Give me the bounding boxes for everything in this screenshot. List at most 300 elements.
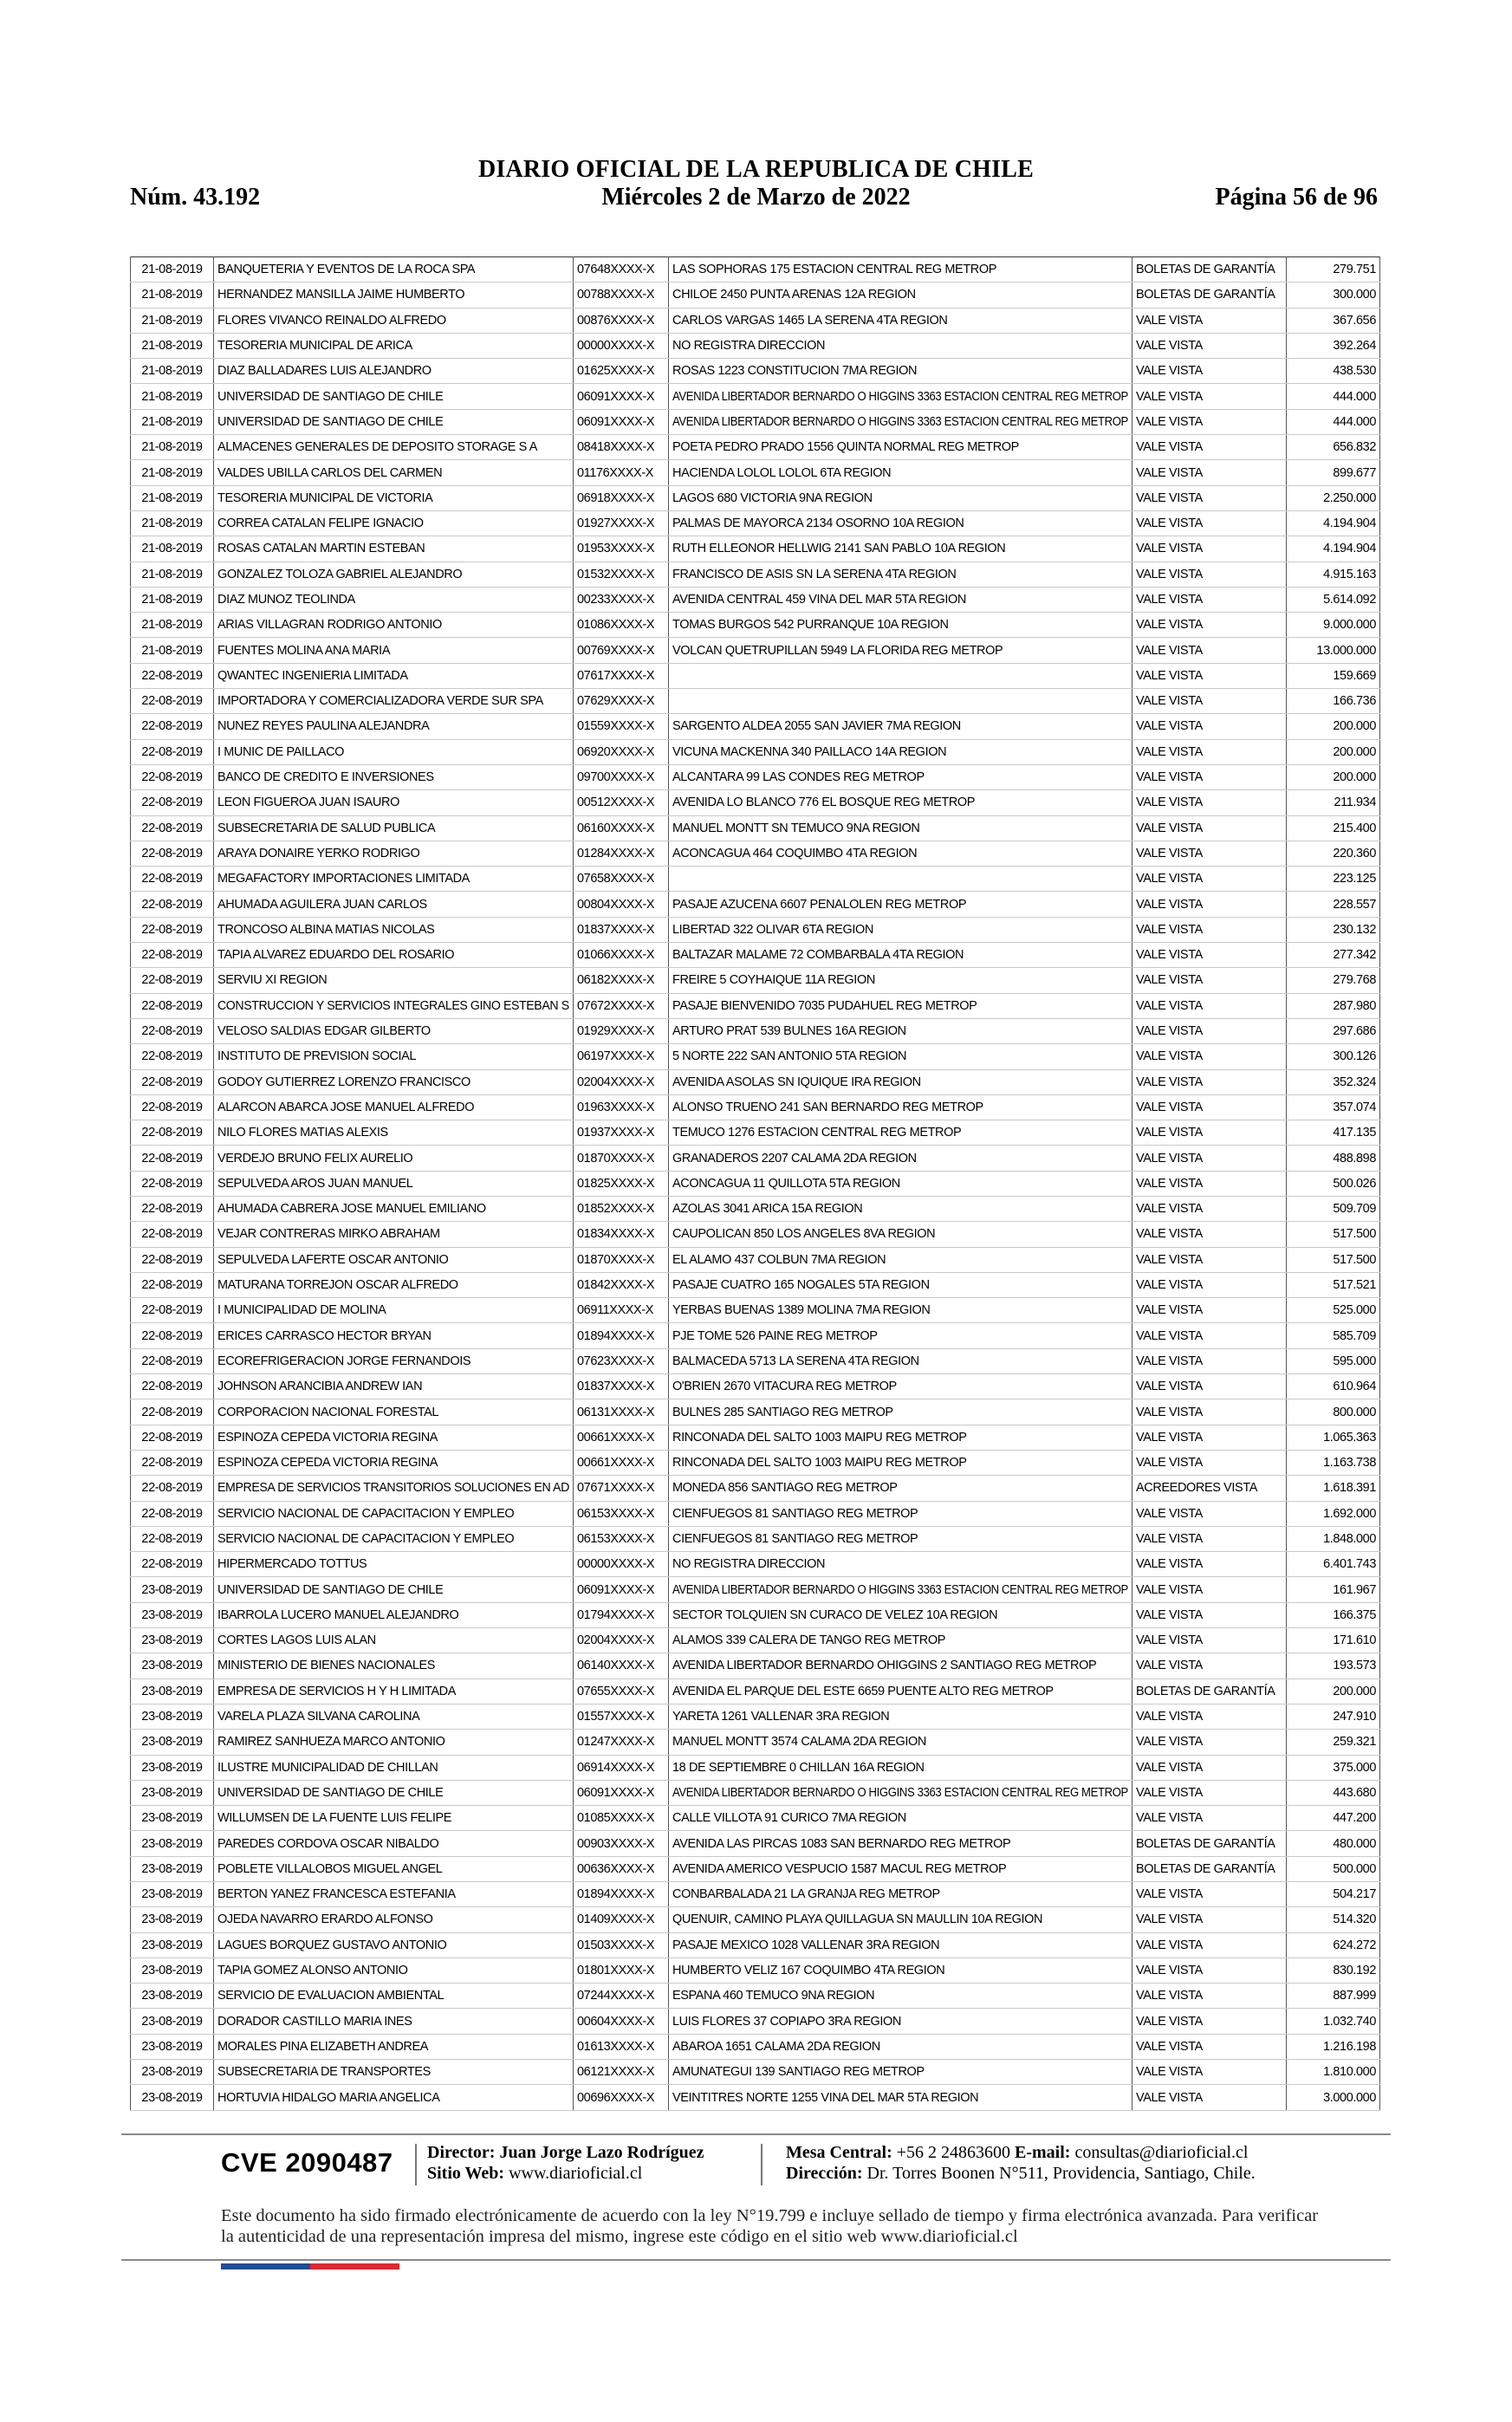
- table-row: [131, 1628, 1380, 1653]
- cell-rut: 01834XXXX-X: [574, 1222, 669, 1247]
- cell-date: 21-08-2019: [131, 384, 214, 409]
- table-row: [131, 1272, 1380, 1297]
- cell-date: 23-08-2019: [131, 1806, 214, 1831]
- cell-name: ARAYA DONAIRE YERKO RODRIGO: [214, 841, 574, 866]
- cell-address: RINCONADA DEL SALTO 1003 MAIPU REG METROP: [669, 1450, 1132, 1475]
- cell-type: VALE VISTA: [1132, 1907, 1287, 1932]
- table-row: [131, 1755, 1380, 1780]
- cell-amount: 1.618.391: [1287, 1476, 1380, 1501]
- cell-type: VALE VISTA: [1132, 1196, 1287, 1221]
- cell-name: DORADOR CASTILLO MARIA INES: [214, 2009, 574, 2034]
- cell-name: SERVICIO DE EVALUACION AMBIENTAL: [214, 1984, 574, 2009]
- cell-name: BANCO DE CREDITO E INVERSIONES: [214, 764, 574, 789]
- cell-rut: 00876XXXX-X: [574, 308, 669, 333]
- cell-type: VALE VISTA: [1132, 536, 1287, 562]
- cell-address: BULNES 285 SANTIAGO REG METROP: [669, 1399, 1132, 1425]
- cell-type: VALE VISTA: [1132, 308, 1287, 333]
- cell-address: O'BRIEN 2670 VITACURA REG METROP: [669, 1374, 1132, 1399]
- cell-date: 21-08-2019: [131, 562, 214, 587]
- cell-date: 22-08-2019: [131, 943, 214, 968]
- cell-name: JOHNSON ARANCIBIA ANDREW IAN: [214, 1374, 574, 1399]
- cell-rut: 00661XXXX-X: [574, 1425, 669, 1450]
- cell-amount: 500.026: [1287, 1171, 1380, 1196]
- cell-address: LIBERTAD 322 OLIVAR 6TA REGION: [669, 917, 1132, 942]
- cell-date: 21-08-2019: [131, 638, 214, 663]
- cell-date: 22-08-2019: [131, 1399, 214, 1425]
- cell-address: PASAJE MEXICO 1028 VALLENAR 3RA REGION: [669, 1932, 1132, 1958]
- cell-amount: 656.832: [1287, 435, 1380, 460]
- table-row: [131, 282, 1380, 308]
- cell-type: VALE VISTA: [1132, 1932, 1287, 1958]
- cell-address: CIENFUEGOS 81 SANTIAGO REG METROP: [669, 1526, 1132, 1551]
- cell-amount: 500.000: [1287, 1856, 1380, 1881]
- cell-type: VALE VISTA: [1132, 613, 1287, 638]
- cell-name: BANQUETERIA Y EVENTOS DE LA ROCA SPA: [214, 257, 574, 282]
- cell-type: VALE VISTA: [1132, 1120, 1287, 1146]
- cell-date: 21-08-2019: [131, 485, 214, 510]
- cell-amount: 300.126: [1287, 1044, 1380, 1069]
- cell-name: TRONCOSO ALBINA MATIAS NICOLAS: [214, 917, 574, 942]
- cell-name: LAGUES BORQUEZ GUSTAVO ANTONIO: [214, 1932, 574, 1958]
- table-row: [131, 1120, 1380, 1146]
- cell-address: PASAJE AZUCENA 6607 PENALOLEN REG METROP: [669, 892, 1132, 917]
- cell-type: VALE VISTA: [1132, 1348, 1287, 1373]
- cell-amount: 6.401.743: [1287, 1552, 1380, 1577]
- table-row: [131, 510, 1380, 536]
- cell-address: ABAROA 1651 CALAMA 2DA REGION: [669, 2034, 1132, 2059]
- cell-type: VALE VISTA: [1132, 1552, 1287, 1577]
- cell-name: VARELA PLAZA SILVANA CAROLINA: [214, 1704, 574, 1729]
- address-label: Dirección:: [786, 2164, 863, 2183]
- cell-date: 22-08-2019: [131, 1196, 214, 1221]
- cell-date: 22-08-2019: [131, 790, 214, 815]
- cell-rut: 02004XXXX-X: [574, 1069, 669, 1094]
- cell-type: VALE VISTA: [1132, 1780, 1287, 1805]
- cell-address: AVENIDA LIBERTADOR BERNARDO OHIGGINS 2 SANTIAGO REG METROP: [669, 1653, 1132, 1679]
- cell-amount: 171.610: [1287, 1628, 1380, 1653]
- cell-amount: 277.342: [1287, 943, 1380, 968]
- cell-type: VALE VISTA: [1132, 1146, 1287, 1171]
- cell-address: AMUNATEGUI 139 SANTIAGO REG METROP: [669, 2060, 1132, 2085]
- cell-rut: 07648XXXX-X: [574, 257, 669, 282]
- cell-name: HERNANDEZ MANSILLA JAIME HUMBERTO: [214, 282, 574, 308]
- cell-date: 23-08-2019: [131, 1602, 214, 1627]
- cell-rut: 06914XXXX-X: [574, 1755, 669, 1780]
- site-link[interactable]: www.diarioficial.cl: [509, 2164, 643, 2183]
- cell-amount: 2.250.000: [1287, 485, 1380, 510]
- cell-type: BOLETAS DE GARANTÍA: [1132, 282, 1287, 308]
- cell-rut: 00788XXXX-X: [574, 282, 669, 308]
- cell-type: VALE VISTA: [1132, 562, 1287, 587]
- cell-type: VALE VISTA: [1132, 1806, 1287, 1831]
- cell-type: VALE VISTA: [1132, 1272, 1287, 1297]
- cell-address: POETA PEDRO PRADO 1556 QUINTA NORMAL REG METROP: [669, 435, 1132, 460]
- cell-name: TESORERIA MUNICIPAL DE ARICA: [214, 333, 574, 358]
- table-row: [131, 613, 1380, 638]
- cell-amount: 223.125: [1287, 867, 1380, 892]
- table-row: [131, 1882, 1380, 1907]
- address-value: Dr. Torres Boonen N°511, Providencia, Santiago, Chile.: [866, 2164, 1256, 2183]
- cell-amount: 166.736: [1287, 689, 1380, 714]
- cell-type: VALE VISTA: [1132, 1958, 1287, 1983]
- cell-amount: 417.135: [1287, 1120, 1380, 1146]
- cell-address: TEMUCO 1276 ESTACION CENTRAL REG METROP: [669, 1120, 1132, 1146]
- table-row: [131, 1932, 1380, 1958]
- cell-rut: 06091XXXX-X: [574, 1577, 669, 1602]
- cell-rut: 01503XXXX-X: [574, 1932, 669, 1958]
- cell-amount: 159.669: [1287, 663, 1380, 688]
- cell-address: NO REGISTRA DIRECCION: [669, 1552, 1132, 1577]
- cell-name: I MUNIC DE PAILLACO: [214, 739, 574, 764]
- cell-amount: 447.200: [1287, 1806, 1380, 1831]
- cell-amount: 514.320: [1287, 1907, 1380, 1932]
- cell-name: ECOREFRIGERACION JORGE FERNANDOIS: [214, 1348, 574, 1373]
- cell-address: ROSAS 1223 CONSTITUCION 7MA REGION: [669, 359, 1132, 384]
- table-row: [131, 1831, 1380, 1856]
- cell-name: POBLETE VILLALOBOS MIGUEL ANGEL: [214, 1856, 574, 1881]
- cell-rut: 00000XXXX-X: [574, 333, 669, 358]
- table-row: [131, 739, 1380, 764]
- cell-date: 23-08-2019: [131, 2085, 214, 2110]
- cell-rut: 01086XXXX-X: [574, 613, 669, 638]
- cell-amount: 444.000: [1287, 409, 1380, 434]
- cell-address: SECTOR TOLQUIEN SN CURACO DE VELEZ 10A REGION: [669, 1602, 1132, 1627]
- cell-name: HORTUVIA HIDALGO MARIA ANGELICA: [214, 2085, 574, 2110]
- cell-rut: 07244XXXX-X: [574, 1984, 669, 2009]
- cell-address: ACONCAGUA 464 COQUIMBO 4TA REGION: [669, 841, 1132, 866]
- table-row: [131, 1653, 1380, 1679]
- cell-amount: 1.163.738: [1287, 1450, 1380, 1475]
- cell-date: 22-08-2019: [131, 1323, 214, 1348]
- cell-amount: 215.400: [1287, 815, 1380, 841]
- cell-rut: 06911XXXX-X: [574, 1298, 669, 1323]
- cell-name: SEPULVEDA LAFERTE OSCAR ANTONIO: [214, 1247, 574, 1272]
- cell-type: VALE VISTA: [1132, 815, 1287, 841]
- cell-rut: 07672XXXX-X: [574, 993, 669, 1018]
- cell-rut: 06091XXXX-X: [574, 384, 669, 409]
- cell-rut: 01613XXXX-X: [574, 2034, 669, 2059]
- table-row: [131, 867, 1380, 892]
- cell-rut: 06918XXXX-X: [574, 485, 669, 510]
- cell-address: CHILOE 2450 PUNTA ARENAS 12A REGION: [669, 282, 1132, 308]
- email-link[interactable]: consultas@diarioficial.cl: [1074, 2143, 1249, 2162]
- cell-name: IBARROLA LUCERO MANUEL ALEJANDRO: [214, 1602, 574, 1627]
- cell-rut: 01247XXXX-X: [574, 1730, 669, 1755]
- cell-name: UNIVERSIDAD DE SANTIAGO DE CHILE: [214, 384, 574, 409]
- cell-name: ROSAS CATALAN MARTIN ESTEBAN: [214, 536, 574, 562]
- table-row: [131, 435, 1380, 460]
- cell-name: RAMIREZ SANHUEZA MARCO ANTONIO: [214, 1730, 574, 1755]
- table-row: [131, 1476, 1380, 1501]
- cell-name: UNIVERSIDAD DE SANTIAGO DE CHILE: [214, 409, 574, 434]
- cell-date: 22-08-2019: [131, 1120, 214, 1146]
- cell-type: VALE VISTA: [1132, 1730, 1287, 1755]
- cell-type: VALE VISTA: [1132, 1577, 1287, 1602]
- cell-name: BERTON YANEZ FRANCESCA ESTEFANIA: [214, 1882, 574, 1907]
- cell-address: YERBAS BUENAS 1389 MOLINA 7MA REGION: [669, 1298, 1132, 1323]
- cell-date: 23-08-2019: [131, 1932, 214, 1958]
- cell-rut: 01825XXXX-X: [574, 1171, 669, 1196]
- table-row: [131, 1679, 1380, 1704]
- cell-rut: 06121XXXX-X: [574, 2060, 669, 2085]
- cell-date: 22-08-2019: [131, 1222, 214, 1247]
- cell-name: EMPRESA DE SERVICIOS H Y H LIMITADA: [214, 1679, 574, 1704]
- table-row: [131, 536, 1380, 562]
- cell-amount: 211.934: [1287, 790, 1380, 815]
- cell-type: VALE VISTA: [1132, 1323, 1287, 1348]
- cell-date: 23-08-2019: [131, 1704, 214, 1729]
- cell-name: SERVIU XI REGION: [214, 968, 574, 993]
- table-row: [131, 1044, 1380, 1069]
- cell-name: IMPORTADORA Y COMERCIALIZADORA VERDE SUR SPA: [214, 689, 574, 714]
- table-row: [131, 943, 1380, 968]
- table-row: [131, 790, 1380, 815]
- cell-address: BALMACEDA 5713 LA SERENA 4TA REGION: [669, 1348, 1132, 1373]
- cell-rut: 07617XXXX-X: [574, 663, 669, 688]
- cell-rut: 00903XXXX-X: [574, 1831, 669, 1856]
- table-row: [131, 1196, 1380, 1221]
- footer-contact-block: [786, 2142, 1256, 2184]
- table-row: [131, 1348, 1380, 1373]
- table-row: [131, 841, 1380, 866]
- records-table-body: [131, 257, 1380, 2111]
- cell-amount: 444.000: [1287, 384, 1380, 409]
- cell-date: 21-08-2019: [131, 308, 214, 333]
- cell-amount: 1.216.198: [1287, 2034, 1380, 2059]
- cell-amount: 4.915.163: [1287, 562, 1380, 587]
- cell-type: VALE VISTA: [1132, 892, 1287, 917]
- table-row: [131, 1171, 1380, 1196]
- cell-rut: 06091XXXX-X: [574, 409, 669, 434]
- cell-type: VALE VISTA: [1132, 435, 1287, 460]
- flag-stripe-red: [310, 2263, 399, 2269]
- cell-date: 22-08-2019: [131, 1476, 214, 1501]
- cell-type: VALE VISTA: [1132, 867, 1287, 892]
- cell-rut: 00636XXXX-X: [574, 1856, 669, 1881]
- cell-rut: 01927XXXX-X: [574, 510, 669, 536]
- table-row: [131, 1399, 1380, 1425]
- cell-type: VALE VISTA: [1132, 1044, 1287, 1069]
- cell-name: ESPINOZA CEPEDA VICTORIA REGINA: [214, 1425, 574, 1450]
- cell-type: VALE VISTA: [1132, 968, 1287, 993]
- table-row: [131, 1069, 1380, 1094]
- footer-bottom-divider: [121, 2259, 1391, 2261]
- cell-name: AHUMADA CABRERA JOSE MANUEL EMILIANO: [214, 1196, 574, 1221]
- cell-date: 22-08-2019: [131, 1018, 214, 1043]
- cell-name: MEGAFACTORY IMPORTACIONES LIMITADA: [214, 867, 574, 892]
- cell-type: VALE VISTA: [1132, 1704, 1287, 1729]
- cell-amount: 4.194.904: [1287, 510, 1380, 536]
- cell-address: AVENIDA LIBERTADOR BERNARDO O HIGGINS 3363 ESTACION CENTRAL REG METROP: [669, 1780, 1132, 1805]
- cell-rut: 01929XXXX-X: [574, 1018, 669, 1043]
- cell-amount: 899.677: [1287, 460, 1380, 485]
- cell-name: QWANTEC INGENIERIA LIMITADA: [214, 663, 574, 688]
- table-row: [131, 1425, 1380, 1450]
- cell-address: CARLOS VARGAS 1465 LA SERENA 4TA REGION: [669, 308, 1132, 333]
- cell-date: 22-08-2019: [131, 1247, 214, 1272]
- cell-type: VALE VISTA: [1132, 510, 1287, 536]
- cell-address: AVENIDA AMERICO VESPUCIO 1587 MACUL REG METROP: [669, 1856, 1132, 1881]
- cell-address: LAS SOPHORAS 175 ESTACION CENTRAL REG METROP: [669, 257, 1132, 282]
- table-row: [131, 1146, 1380, 1171]
- cell-date: 22-08-2019: [131, 1450, 214, 1475]
- cell-amount: 279.751: [1287, 257, 1380, 282]
- cell-address: MANUEL MONTT SN TEMUCO 9NA REGION: [669, 815, 1132, 841]
- cell-type: VALE VISTA: [1132, 1094, 1287, 1120]
- cell-amount: 800.000: [1287, 1399, 1380, 1425]
- cell-date: 23-08-2019: [131, 1653, 214, 1679]
- records-table: [130, 256, 1380, 2111]
- cell-address: AVENIDA LO BLANCO 776 EL BOSQUE REG METROP: [669, 790, 1132, 815]
- cell-address: AVENIDA LIBERTADOR BERNARDO O HIGGINS 3363 ESTACION CENTRAL REG METROP: [669, 409, 1132, 434]
- cell-type: VALE VISTA: [1132, 1247, 1287, 1272]
- cell-amount: 161.967: [1287, 1577, 1380, 1602]
- cell-amount: 509.709: [1287, 1196, 1380, 1221]
- table-row: [131, 1552, 1380, 1577]
- cell-amount: 352.324: [1287, 1069, 1380, 1094]
- table-row: [131, 1806, 1380, 1831]
- site-label: Sitio Web:: [427, 2164, 505, 2183]
- cell-type: VALE VISTA: [1132, 1628, 1287, 1653]
- cell-type: VALE VISTA: [1132, 1171, 1287, 1196]
- cell-type: VALE VISTA: [1132, 943, 1287, 968]
- cell-rut: 01937XXXX-X: [574, 1120, 669, 1146]
- cell-rut: 06182XXXX-X: [574, 968, 669, 993]
- cell-rut: 06160XXXX-X: [574, 815, 669, 841]
- director-name: Juan Jorge Lazo Rodríguez: [499, 2143, 704, 2162]
- cell-rut: 01559XXXX-X: [574, 714, 669, 739]
- table-row: [131, 689, 1380, 714]
- table-row: [131, 968, 1380, 993]
- cell-type: VALE VISTA: [1132, 739, 1287, 764]
- cell-name: CONSTRUCCION Y SERVICIOS INTEGRALES GINO ESTEBAN S: [214, 993, 574, 1018]
- footer-separator: [415, 2144, 417, 2185]
- cell-rut: 09700XXXX-X: [574, 764, 669, 789]
- cve-code: CVE 2090487: [221, 2147, 393, 2178]
- table-row: [131, 257, 1380, 282]
- cell-rut: 01894XXXX-X: [574, 1323, 669, 1348]
- cell-date: 23-08-2019: [131, 1958, 214, 1983]
- cell-address: PJE TOME 526 PAINE REG METROP: [669, 1323, 1132, 1348]
- cell-address: ALONSO TRUENO 241 SAN BERNARDO REG METROP: [669, 1094, 1132, 1120]
- cell-type: VALE VISTA: [1132, 409, 1287, 434]
- cell-rut: 06153XXXX-X: [574, 1501, 669, 1526]
- cell-address: RINCONADA DEL SALTO 1003 MAIPU REG METROP: [669, 1425, 1132, 1450]
- cell-type: VALE VISTA: [1132, 1984, 1287, 2009]
- cell-amount: 375.000: [1287, 1755, 1380, 1780]
- cell-address: QUENUIR, CAMINO PLAYA QUILLAGUA SN MAULLIN 10A REGION: [669, 1907, 1132, 1932]
- cell-date: 22-08-2019: [131, 841, 214, 866]
- table-row: [131, 1298, 1380, 1323]
- cell-date: 22-08-2019: [131, 1171, 214, 1196]
- cell-amount: 595.000: [1287, 1348, 1380, 1373]
- cell-date: 21-08-2019: [131, 257, 214, 282]
- table-row: [131, 384, 1380, 409]
- cell-rut: 06920XXXX-X: [574, 739, 669, 764]
- cell-date: 21-08-2019: [131, 587, 214, 612]
- cell-name: SERVICIO NACIONAL DE CAPACITACION Y EMPLEO: [214, 1501, 574, 1526]
- cell-address: ESPANA 460 TEMUCO 9NA REGION: [669, 1984, 1132, 2009]
- table-row: [131, 1856, 1380, 1881]
- cell-date: 21-08-2019: [131, 282, 214, 308]
- cell-amount: 259.321: [1287, 1730, 1380, 1755]
- cell-name: EMPRESA DE SERVICIOS TRANSITORIOS SOLUCIONES EN AD: [214, 1476, 574, 1501]
- cell-address: AVENIDA ASOLAS SN IQUIQUE IRA REGION: [669, 1069, 1132, 1094]
- cell-rut: 00233XXXX-X: [574, 587, 669, 612]
- cell-name: VALDES UBILLA CARLOS DEL CARMEN: [214, 460, 574, 485]
- cell-name: ILUSTRE MUNICIPALIDAD DE CHILLAN: [214, 1755, 574, 1780]
- cell-amount: 443.680: [1287, 1780, 1380, 1805]
- cell-rut: 06197XXXX-X: [574, 1044, 669, 1069]
- cell-amount: 13.000.000: [1287, 638, 1380, 663]
- cell-name: WILLUMSEN DE LA FUENTE LUIS FELIPE: [214, 1806, 574, 1831]
- cell-amount: 9.000.000: [1287, 613, 1380, 638]
- cell-type: VALE VISTA: [1132, 1018, 1287, 1043]
- cell-rut: 01842XXXX-X: [574, 1272, 669, 1297]
- cell-type: BOLETAS DE GARANTÍA: [1132, 257, 1287, 282]
- table-row: [131, 917, 1380, 942]
- cell-address: SARGENTO ALDEA 2055 SAN JAVIER 7MA REGION: [669, 714, 1132, 739]
- cell-address: [669, 689, 1132, 714]
- table-row: [131, 764, 1380, 789]
- cell-amount: 193.573: [1287, 1653, 1380, 1679]
- cell-address: MANUEL MONTT 3574 CALAMA 2DA REGION: [669, 1730, 1132, 1755]
- cell-type: VALE VISTA: [1132, 2060, 1287, 2085]
- cell-address: AVENIDA EL PARQUE DEL ESTE 6659 PUENTE ALTO REG METROP: [669, 1679, 1132, 1704]
- cell-amount: 887.999: [1287, 1984, 1380, 2009]
- cell-date: 21-08-2019: [131, 536, 214, 562]
- cell-rut: 07623XXXX-X: [574, 1348, 669, 1373]
- cell-date: 22-08-2019: [131, 1069, 214, 1094]
- cell-type: VALE VISTA: [1132, 1501, 1287, 1526]
- cell-address: ALCANTARA 99 LAS CONDES REG METROP: [669, 764, 1132, 789]
- cell-date: 22-08-2019: [131, 689, 214, 714]
- cell-rut: 01176XXXX-X: [574, 460, 669, 485]
- cell-type: VALE VISTA: [1132, 917, 1287, 942]
- signature-note: Este documento ha sido firmado electrónicamente de acuerdo con la ley N°19.799 e incluye sellado de tiempo y firma electrónica avanzada. Para verificar la autenticidad de una representación impresa del mismo, ingrese este código en el sitio web www.diarioficial.cl: [221, 2206, 1319, 2246]
- cell-date: 22-08-2019: [131, 917, 214, 942]
- cell-rut: 01532XXXX-X: [574, 562, 669, 587]
- cell-address: PALMAS DE MAYORCA 2134 OSORNO 10A REGION: [669, 510, 1132, 536]
- cell-type: VALE VISTA: [1132, 790, 1287, 815]
- cell-date: 22-08-2019: [131, 1348, 214, 1373]
- cell-date: 22-08-2019: [131, 993, 214, 1018]
- cell-date: 23-08-2019: [131, 1679, 214, 1704]
- table-row: [131, 1907, 1380, 1932]
- cell-address: FREIRE 5 COYHAIQUE 11A REGION: [669, 968, 1132, 993]
- cell-type: VALE VISTA: [1132, 1882, 1287, 1907]
- cell-date: 22-08-2019: [131, 1374, 214, 1399]
- table-row: [131, 993, 1380, 1018]
- cell-date: 23-08-2019: [131, 1831, 214, 1856]
- cell-type: VALE VISTA: [1132, 333, 1287, 358]
- table-row: [131, 1222, 1380, 1247]
- cell-address: AVENIDA LIBERTADOR BERNARDO O HIGGINS 3363 ESTACION CENTRAL REG METROP: [669, 384, 1132, 409]
- cell-rut: 06140XXXX-X: [574, 1653, 669, 1679]
- cell-type: VALE VISTA: [1132, 841, 1287, 866]
- cell-rut: 08418XXXX-X: [574, 435, 669, 460]
- cell-type: VALE VISTA: [1132, 1602, 1287, 1627]
- table-row: [131, 1374, 1380, 1399]
- table-row: [131, 308, 1380, 333]
- cell-amount: 166.375: [1287, 1602, 1380, 1627]
- table-row: [131, 1018, 1380, 1043]
- cell-name: SEPULVEDA AROS JUAN MANUEL: [214, 1171, 574, 1196]
- cell-name: CORPORACION NACIONAL FORESTAL: [214, 1399, 574, 1425]
- table-row: [131, 2060, 1380, 2085]
- cell-address: EL ALAMO 437 COLBUN 7MA REGION: [669, 1247, 1132, 1272]
- cell-rut: 00000XXXX-X: [574, 1552, 669, 1577]
